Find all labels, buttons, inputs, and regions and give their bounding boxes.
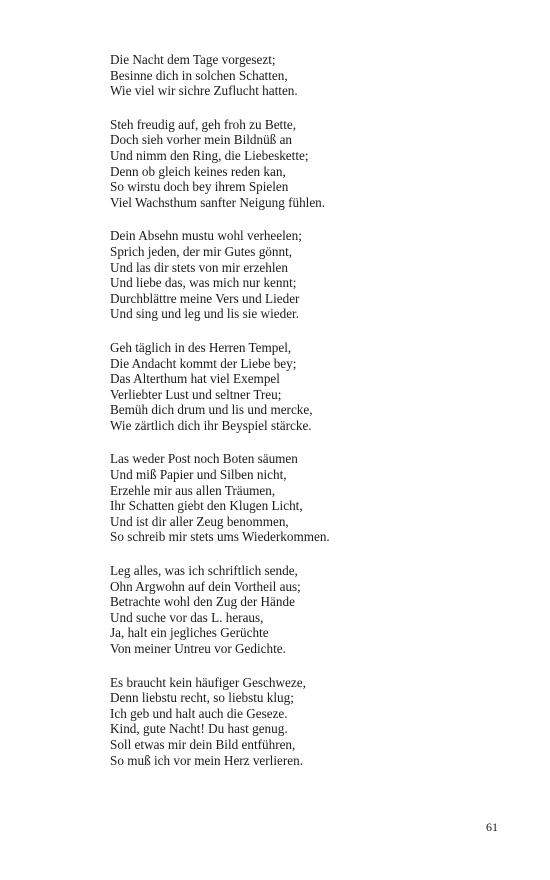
poem-line: Geh täglich in des Herren Tempel, — [110, 339, 292, 355]
stanza — [110, 52, 510, 99]
poem-line: Steh freudig auf, geh froh zu Bette, — [110, 116, 297, 132]
poem-line: Und ist dir aller Zeug benommen, — [110, 513, 289, 529]
poem-line: So wirstu doch bey ihrem Spielen — [110, 179, 289, 195]
poem-line: Doch sieh vorher mein Bildnüß an — [110, 132, 293, 148]
poem-line: Und liebe das, was mich nur kennt; — [110, 275, 297, 291]
poem-line: Es braucht kein häufiger Geschweze, — [110, 674, 306, 690]
stanza — [110, 563, 510, 657]
poem-line: Und miß Papier und Silben nicht, — [110, 467, 287, 483]
poem-line: Las weder Post noch Boten säumen — [110, 451, 298, 467]
poem-line: Betrachte wohl den Zug der Hände — [110, 594, 295, 610]
poem-line: Denn ob gleich keines reden kan, — [110, 163, 286, 179]
poem-line: Die Nacht dem Tage vorgesezt; — [110, 52, 276, 67]
poem-line: Viel Wachsthum sanfter Neigung fühlen. — [110, 194, 326, 210]
poem-line: Kind, gute Nacht! Du hast genug. — [110, 721, 288, 737]
poem-line: Bemüh dich drum und lis und mercke, — [110, 402, 313, 418]
poem-line: Und las dir stets von mir erzehlen — [110, 259, 288, 275]
poem-line: So schreib mir stets ums Wiederkommen. — [110, 529, 330, 545]
poem-line: Ja, halt ein jegliches Gerüchte — [110, 625, 269, 641]
poem-line: Ohn Argwohn auf dein Vortheil aus; — [110, 578, 301, 594]
poem-line: Wie zärtlich dich ihr Beyspiel stärcke. — [110, 417, 312, 433]
poem-line: Und suche vor das L. heraus, — [110, 609, 264, 625]
poem-line: Wie viel wir sichre Zuflucht hatten. — [110, 83, 298, 99]
poem-line: Das Alterthum hat viel Exempel — [110, 371, 280, 387]
poem-line: Besinne dich in solchen Schatten, — [110, 67, 288, 83]
stanza — [110, 340, 510, 434]
poem-line: Sprich jeden, der mir Gutes gönnt, — [110, 243, 293, 259]
poem-line: Und sing und leg und lis sie wieder. — [110, 306, 300, 322]
poem-line: Ihr Schatten giebt den Klugen Licht, — [110, 498, 303, 514]
poem-line: Leg alles, was ich schriftlich sende, — [110, 563, 298, 579]
page-number: 61 — [486, 820, 498, 834]
poem-line: Und nimm den Ring, die Liebeskette; — [110, 147, 309, 163]
poem-line: Denn liebstu recht, so liebstu klug; — [110, 690, 294, 706]
poem-line: Die Andacht kommt der Liebe bey; — [110, 355, 297, 371]
poem-line: Dein Absehn mustu wohl verheelen; — [110, 228, 302, 244]
poem-line: So muß ich vor mein Herz verlieren. — [110, 752, 303, 768]
poem-body — [110, 52, 510, 786]
poem-line: Verliebter Lust und seltner Treu; — [110, 386, 282, 402]
poem-line: Erzehle mir aus allen Träumen, — [110, 482, 276, 498]
stanza — [110, 675, 510, 769]
stanza — [110, 228, 510, 322]
stanza — [110, 117, 510, 211]
poem-line: Soll etwas mir dein Bild entführen, — [110, 736, 296, 752]
poem-line: Durchblättre meine Vers und Lieder — [110, 290, 300, 306]
poem-line: Von meiner Untreu vor Gedichte. — [110, 641, 286, 656]
poem-line: Ich geb und halt auch die Geseze. — [110, 705, 288, 721]
stanza — [110, 451, 510, 545]
